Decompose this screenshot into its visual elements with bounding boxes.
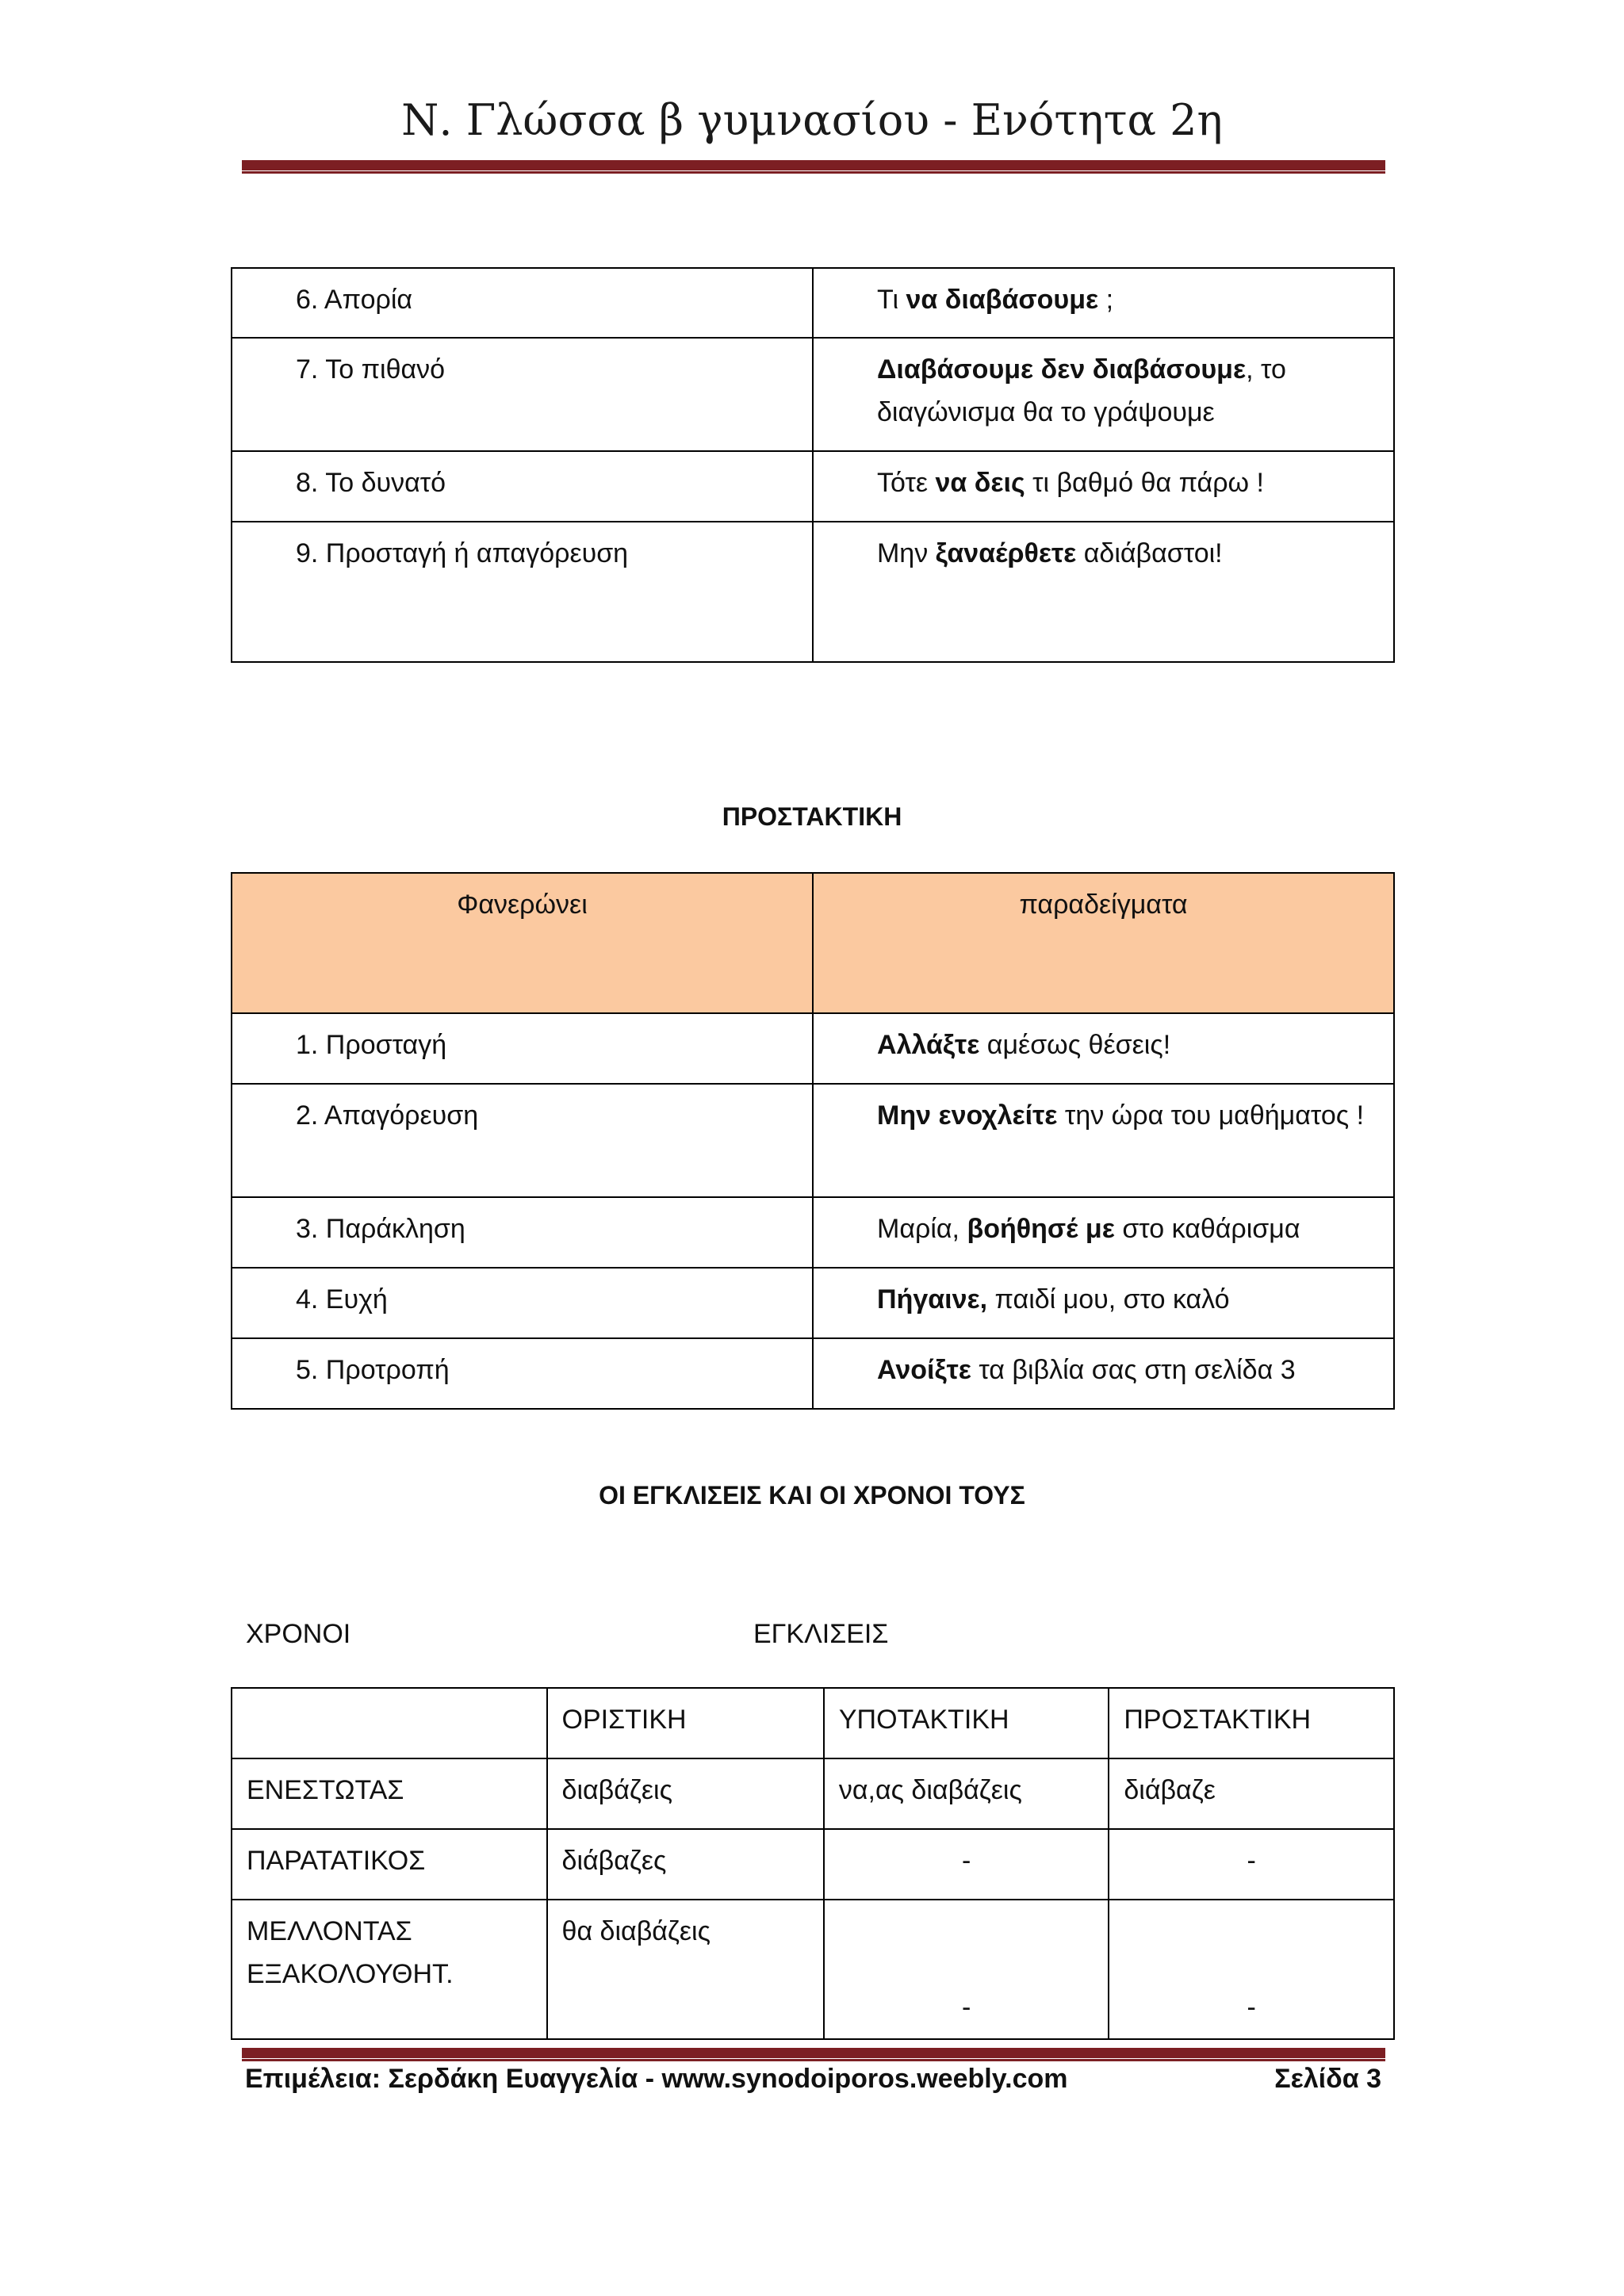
example-text: Τότε [876,468,936,498]
mood-uses-table-continued [231,267,1395,663]
example-emphasis: ξαναέρθετε [935,538,1077,568]
table-cell-use: 6. Απορία [232,268,813,338]
table-row [232,338,1394,451]
table-cell-example [813,268,1394,338]
example-text: Τι [876,285,906,315]
table-row [232,1829,1394,1900]
table-row [232,268,1394,338]
table-row [232,1338,1394,1409]
example-emphasis: Ανοίξτε [877,1355,971,1385]
table-row [232,1197,1394,1268]
table-cell-use: 9. Προσταγή ή απαγόρευση [232,522,813,662]
table-cell-use: 3. Παράκληση [232,1197,813,1268]
example-text: , το διαγώνισμα θα το γράψουμε [876,354,1286,427]
table-row [232,1900,1394,2039]
table-cell-example [813,1013,1394,1084]
example-emphasis: Μην ενοχλείτε [877,1100,1058,1131]
table-row [232,451,1394,522]
table-cell-example [813,1084,1394,1197]
table-cell-use: 1. Προσταγή [232,1013,813,1084]
footer-author-site: Επιμέλεια: Σερδάκη Ευαγγελία - www.synodoiporos.weebly.com [245,2064,1068,2094]
table-row [232,1084,1394,1197]
example-text: Μην [876,538,936,568]
section-title-moods-tenses: ΟΙ ΕΓΚΛΙΣΕΙΣ ΚΑΙ ΟΙ ΧΡΟΝΟΙ ΤΟΥΣ [599,1481,1025,1510]
table-cell: να,ας διαβάζεις [824,1758,1109,1829]
column-header-imperative: ΠΡΟΣΤΑΚΤΙΚΗ [1109,1688,1394,1758]
table-cell-example [813,451,1394,522]
example-emphasis: Διαβάσουμε δεν διαβάσουμε [876,354,1247,385]
example-text: την ώρα του μαθήματος ! [1057,1100,1365,1131]
table-row [232,1013,1394,1084]
table-header-row [232,1688,1394,1758]
table-cell-example [813,522,1394,662]
table-cell-use: 5. Προτροπή [232,1338,813,1409]
example-text: Μαρία, [877,1214,967,1244]
column-header-indicative: ΟΡΙΣΤΙΚΗ [547,1688,824,1758]
example-text: ; [1098,285,1114,315]
table-cell: διάβαζε [1109,1758,1394,1829]
page-header-title: Ν. Γλώσσα β γυμνασίου - Ενότητα 2η [401,95,1223,145]
table-cell: θα διαβάζεις [547,1900,824,2039]
table-cell-example [813,1338,1394,1409]
row-header-tense: ΜΕΛΛΟΝΤΑΣ ΕΞΑΚΟΛΟΥΘΗΤ. [232,1900,547,2039]
table-header-cell-reveals: Φανερώνει [232,873,813,1013]
table-row [232,1758,1394,1829]
table-cell-use: 7. Το πιθανό [232,338,813,451]
example-text: αμέσως θέσεις! [979,1030,1171,1060]
table-cell: - [1109,1829,1394,1900]
column-header-empty [232,1688,547,1758]
column-header-subjunctive: ΥΠΟΤΑΚΤΙΚΗ [824,1688,1109,1758]
section-title-imperative: ΠΡΟΣΤΑΚΤΙΚΗ [722,802,902,831]
footer-page-number: Σελίδα 3 [1274,2064,1381,2094]
example-text: τι βαθμό θα πάρω ! [1025,468,1264,498]
table-cell: διάβαζες [547,1829,824,1900]
label-moods: ΕΓΚΛΙΣΕΙΣ [753,1619,889,1649]
row-header-tense: ΕΝΕΣΤΩΤΑΣ [232,1758,547,1829]
table-row [232,1268,1394,1338]
table-header-cell-examples: παραδείγματα [813,873,1394,1013]
table-cell: - [1109,1900,1394,2039]
example-emphasis: Πήγαινε, [877,1284,988,1314]
table-row [232,522,1394,662]
example-emphasis: να δεις [935,468,1025,498]
table-cell-use: 8. Το δυνατό [232,451,813,522]
example-emphasis: βοήθησέ με [967,1214,1115,1244]
table-cell: - [824,1900,1109,2039]
row-header-tense: ΠΑΡΑΤΑΤΙΚΟΣ [232,1829,547,1900]
table-cell-use: 4. Ευχή [232,1268,813,1338]
label-tenses: ΧΡΟΝΟΙ [246,1619,351,1649]
example-text: στο καθάρισμα [1114,1214,1300,1244]
footer-rule [242,2048,1385,2058]
example-text: τα βιβλία σας στη σελίδα 3 [971,1355,1296,1385]
moods-tenses-table [231,1687,1395,2040]
table-cell: διαβάζεις [547,1758,824,1829]
header-rule [242,160,1385,170]
example-emphasis: Αλλάξτε [877,1030,980,1060]
imperative-uses-table [231,872,1395,1410]
table-cell-use: 2. Απαγόρευση [232,1084,813,1197]
table-cell-example [813,338,1394,451]
table-cell-example [813,1197,1394,1268]
example-text: αδιάβαστοι! [1076,538,1223,568]
table-cell: - [824,1829,1109,1900]
table-header-row [232,873,1394,1013]
example-text: παιδί μου, στο καλό [987,1284,1230,1314]
table-cell-example [813,1268,1394,1338]
example-emphasis: να διαβάσουμε [906,285,1099,315]
